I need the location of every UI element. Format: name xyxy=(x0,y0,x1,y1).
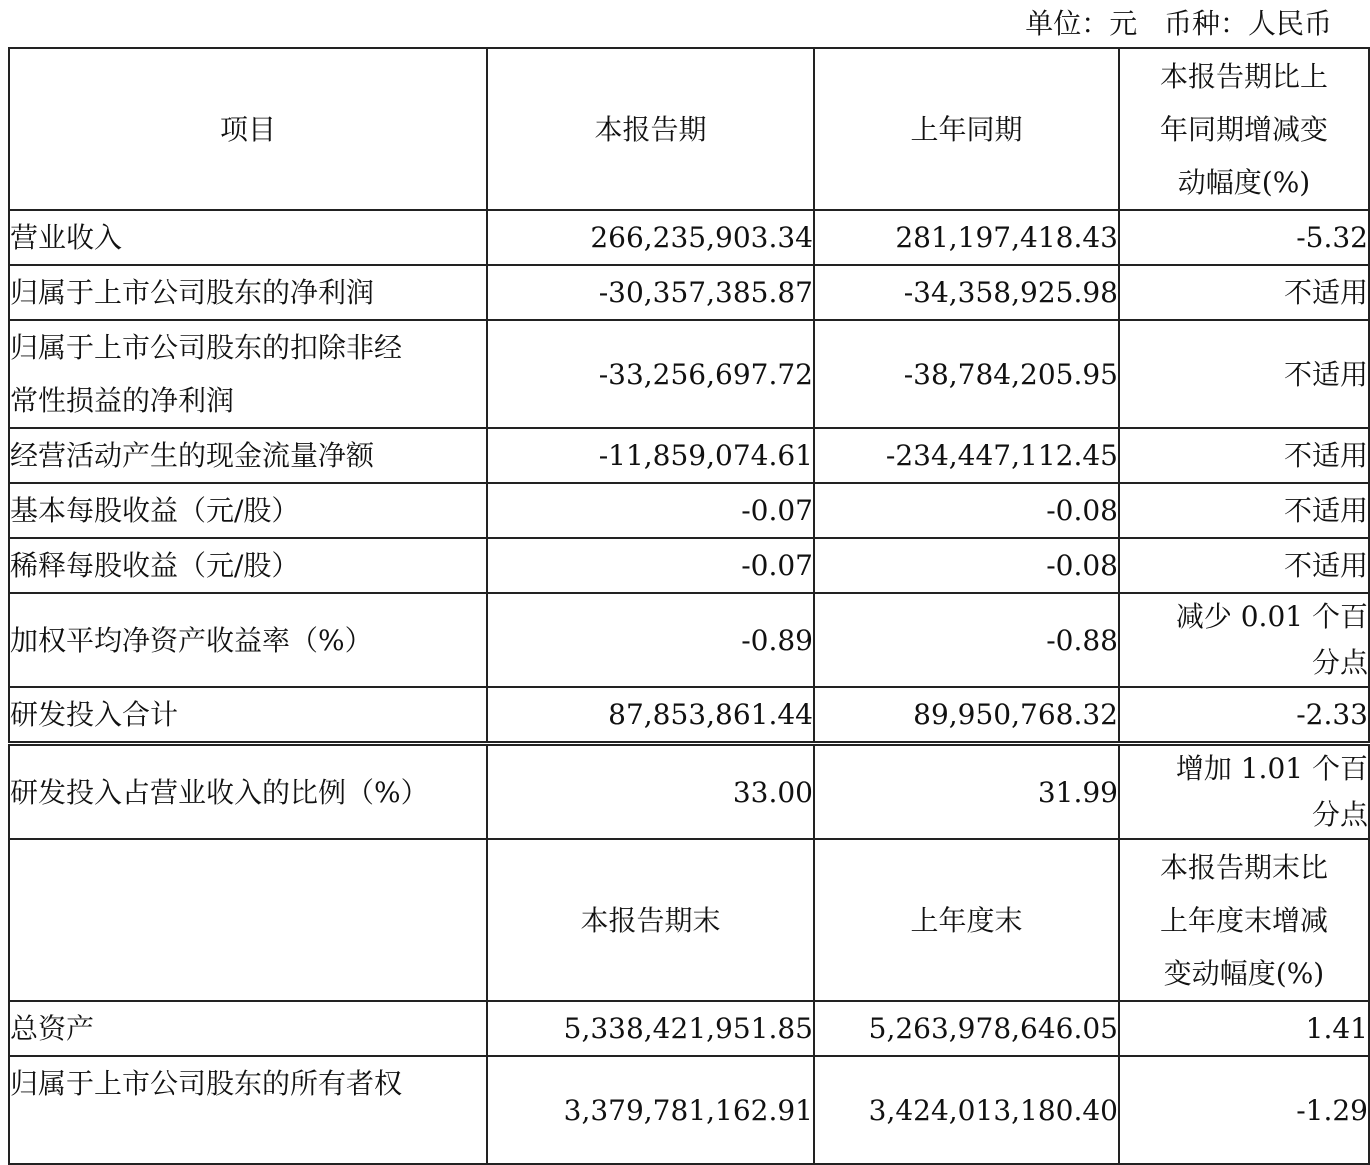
unit-currency-note: 单位：元 币种：人民币 xyxy=(1025,7,1332,40)
header-change xyxy=(1119,48,1369,210)
row-prior: -234,447,112.45 xyxy=(814,428,1119,483)
header-change-line: 变动幅度(%) xyxy=(1163,956,1325,990)
row-change: 不适用 xyxy=(1119,538,1369,593)
row-current: 3,379,781,162.91 xyxy=(487,1056,814,1164)
header-change-line: 动幅度(%) xyxy=(1177,165,1311,199)
row-change: 不适用 xyxy=(1119,483,1369,538)
row-item: 加权平均净资产收益率（%） xyxy=(9,593,487,687)
row-current: -0.07 xyxy=(487,483,814,538)
row-prior: 281,197,418.43 xyxy=(814,210,1119,265)
table-header-row xyxy=(9,48,1369,210)
row-change: 不适用 xyxy=(1119,265,1369,320)
row-item: 稀释每股收益（元/股） xyxy=(9,538,487,593)
row-change: 不适用 xyxy=(1119,428,1369,483)
row-change-line: 增加 1.01 个百 xyxy=(1175,752,1368,785)
row-change: 1.41 xyxy=(1119,1001,1369,1056)
row-change-line: 分点 xyxy=(1311,646,1368,679)
table-row xyxy=(9,265,1369,320)
row-item: 总资产 xyxy=(9,1001,487,1056)
header-prior-year-end: 上年度末 xyxy=(814,839,1119,1001)
table-row xyxy=(9,744,1369,840)
table-row xyxy=(9,210,1369,265)
row-item-line: 常性损益的净利润 xyxy=(10,384,235,417)
header-prior-period: 上年同期 xyxy=(814,48,1119,210)
row-current: -0.07 xyxy=(487,538,814,593)
row-item: 研发投入占营业收入的比例（%） xyxy=(9,744,487,840)
row-prior: 3,424,013,180.40 xyxy=(814,1056,1119,1164)
header-current-period: 本报告期 xyxy=(487,48,814,210)
header-change-line: 本报告期比上 xyxy=(1159,59,1328,93)
table-row xyxy=(9,1056,1369,1164)
row-current: 87,853,861.44 xyxy=(487,687,814,744)
row-prior: 89,950,768.32 xyxy=(814,687,1119,744)
header-item xyxy=(9,839,487,1001)
row-current: 5,338,421,951.85 xyxy=(487,1001,814,1056)
row-prior: -0.08 xyxy=(814,483,1119,538)
header-change xyxy=(1119,839,1369,1001)
row-item: 经营活动产生的现金流量净额 xyxy=(9,428,487,483)
row-prior: -0.88 xyxy=(814,593,1119,687)
row-change: -5.32 xyxy=(1119,210,1369,265)
row-change: -2.33 xyxy=(1119,687,1369,744)
row-item: 基本每股收益（元/股） xyxy=(9,483,487,538)
row-change xyxy=(1119,744,1369,840)
header-change-line: 年同期增减变 xyxy=(1159,112,1328,146)
row-current: -30,357,385.87 xyxy=(487,265,814,320)
header-item: 项目 xyxy=(9,48,487,210)
row-prior: 31.99 xyxy=(814,744,1119,840)
row-change-line: 减少 0.01 个百 xyxy=(1175,600,1368,633)
row-item xyxy=(9,320,487,428)
table-row xyxy=(9,483,1369,538)
row-current: -0.89 xyxy=(487,593,814,687)
row-item: 研发投入合计 xyxy=(9,687,487,744)
row-prior: -34,358,925.98 xyxy=(814,265,1119,320)
row-change-line: 分点 xyxy=(1311,798,1368,831)
table-header-row xyxy=(9,839,1369,1001)
row-current: -11,859,074.61 xyxy=(487,428,814,483)
row-item-line: 归属于上市公司股东的所有者权 xyxy=(10,1067,403,1100)
table-row xyxy=(9,428,1369,483)
row-current: 266,235,903.34 xyxy=(487,210,814,265)
row-item xyxy=(9,1056,487,1164)
row-item: 营业收入 xyxy=(9,210,487,265)
table-row xyxy=(9,320,1369,428)
header-change-line: 本报告期末比 xyxy=(1159,850,1328,884)
row-change: -1.29 xyxy=(1119,1056,1369,1164)
table-row xyxy=(9,687,1369,744)
row-item: 归属于上市公司股东的净利润 xyxy=(9,265,487,320)
table-row xyxy=(9,1001,1369,1056)
header-period-end: 本报告期末 xyxy=(487,839,814,1001)
financial-data-table xyxy=(8,47,1370,1165)
row-current: 33.00 xyxy=(487,744,814,840)
row-prior: -0.08 xyxy=(814,538,1119,593)
row-prior: -38,784,205.95 xyxy=(814,320,1119,428)
row-change xyxy=(1119,593,1369,687)
row-prior: 5,263,978,646.05 xyxy=(814,1001,1119,1056)
row-change: 不适用 xyxy=(1119,320,1369,428)
table-row xyxy=(9,538,1369,593)
row-item-line: 归属于上市公司股东的扣除非经 xyxy=(10,331,403,364)
header-change-line: 上年度末增减 xyxy=(1159,903,1328,937)
row-current: -33,256,697.72 xyxy=(487,320,814,428)
table-row xyxy=(9,593,1369,687)
